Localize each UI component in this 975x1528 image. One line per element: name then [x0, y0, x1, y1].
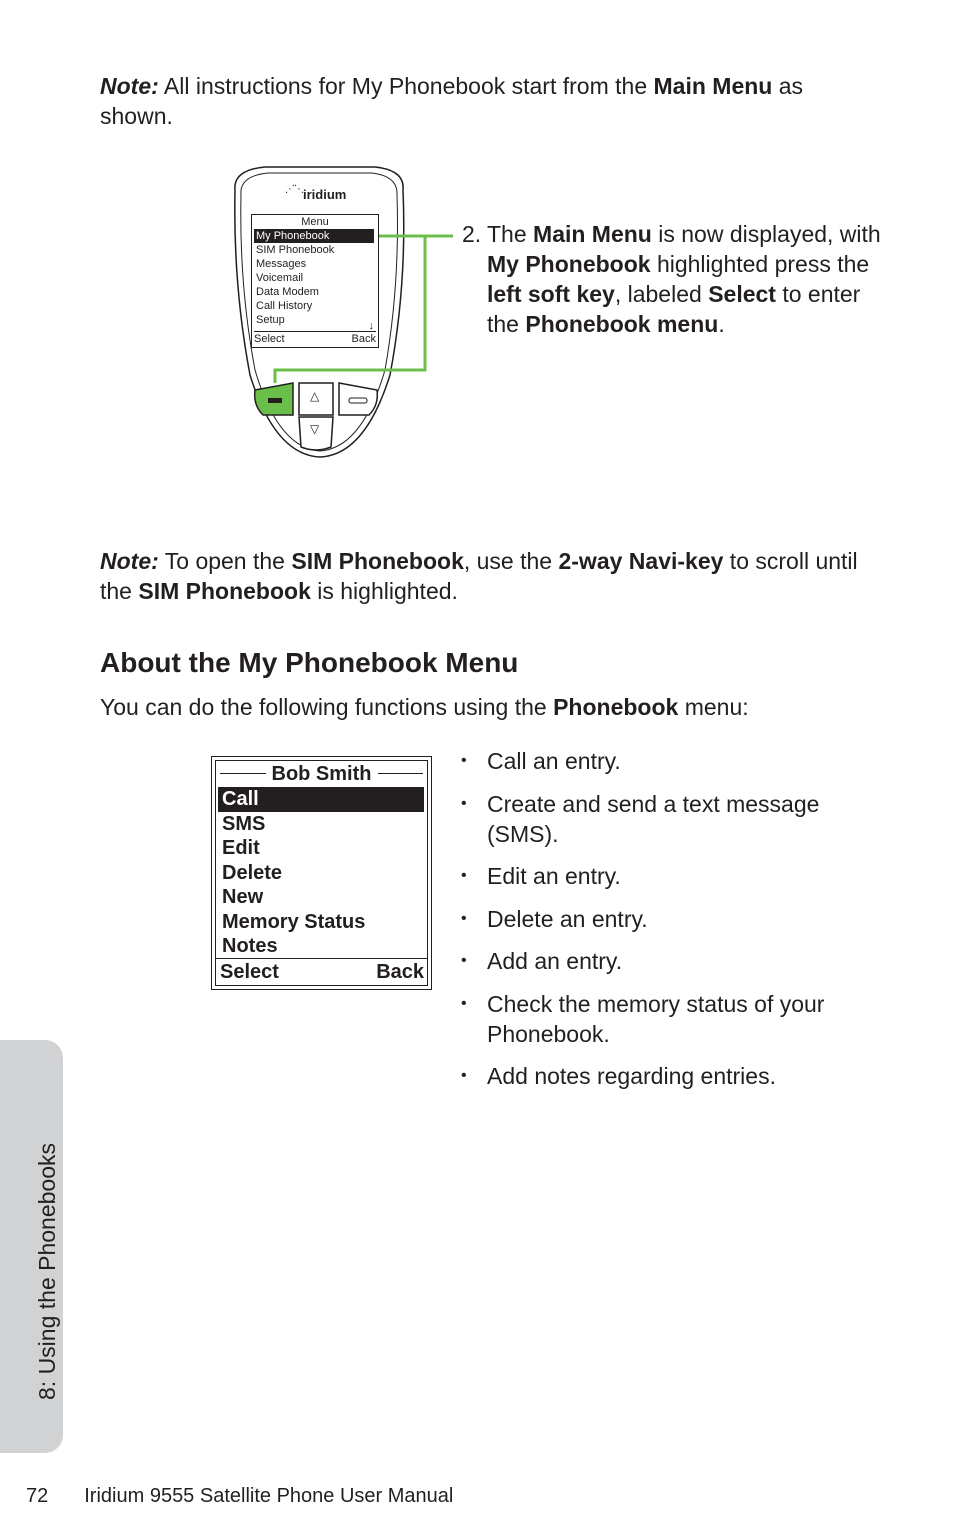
section-intro: You can do the following functions using the Phonebook menu:: [100, 694, 749, 720]
note-text: All instructions for My Phonebook start from the: [158, 73, 654, 99]
screen-softkey-bar: [254, 331, 376, 346]
phone-brand: iridium: [303, 187, 347, 202]
list-item: • Add notes regarding entries.: [461, 1063, 776, 1089]
function-list: [461, 746, 881, 1104]
menu-item-delete: Delete: [222, 861, 283, 884]
screen-title: Menu: [301, 216, 329, 228]
nav-down-icon: ▽: [310, 422, 320, 436]
phonebook-menu-screen: [211, 756, 432, 990]
list-item: • Delete an entry.: [461, 905, 648, 932]
note-main-menu: [100, 71, 860, 131]
note-text: as shown.: [100, 73, 804, 129]
section-heading: About the My Phonebook Menu: [100, 647, 519, 678]
menu-back-label: Back: [376, 961, 424, 983]
screen-back-label: Back: [351, 333, 376, 345]
list-item: • Create and send a text message (SMS).: [461, 790, 820, 847]
menu-item-new: New: [222, 886, 264, 908]
satellite-icon: ⋰⋱: [285, 184, 303, 195]
screen-menu-item: Setup: [256, 314, 285, 326]
phone-illustration: [225, 165, 455, 465]
note-bold: Main Menu: [653, 73, 773, 99]
chapter-tab-label: 8: Using the Phonebooks: [34, 1142, 60, 1400]
note-label: Note:: [100, 73, 159, 99]
step-body: The Main Menu is now displayed, with My Phonebook highlighted press the left soft key, labeled Select to enter the Phonebook menu.: [487, 221, 881, 337]
menu-item-edit: Edit: [222, 837, 260, 859]
page-number: 72: [26, 1485, 49, 1507]
menu-item-sms: SMS: [222, 812, 266, 835]
list-item: • Call an entry.: [461, 748, 621, 774]
step-2-text: [462, 219, 882, 339]
note-label: Note:: [100, 548, 159, 574]
manual-title: Iridium 9555 Satellite Phone User Manual: [84, 1485, 454, 1507]
nav-up-icon: △: [310, 389, 320, 403]
list-item: • Add an entry.: [461, 948, 623, 974]
menu-title-row: [216, 761, 427, 787]
note-sim-phonebook: Note: To open the SIM Phonebook, use the 2-way Navi-key to scroll until the SIM Phonebook is highlighted.: [100, 548, 858, 604]
scroll-down-icon: ↓: [368, 320, 374, 332]
screen-select-label: Select: [254, 333, 285, 345]
page-footer: [26, 1482, 453, 1510]
step-number: 2.: [462, 221, 482, 247]
screen-menu-item: SIM Phonebook: [256, 244, 335, 256]
screen-menu-item: Data Modem: [256, 286, 319, 298]
menu-item-notes: Notes: [222, 935, 278, 957]
screen-menu-item: Messages: [256, 258, 307, 270]
screen-menu-item: Call History: [256, 300, 313, 312]
screen-menu-item: Voicemail: [256, 272, 304, 284]
menu-title: Bob Smith: [266, 763, 378, 785]
phone-screen: [251, 214, 379, 348]
menu-item-call: Call: [218, 787, 424, 812]
screen-menu-item: My Phonebook: [254, 229, 374, 243]
menu-item-memory-status: Memory Status: [222, 910, 366, 933]
list-item: • Check the memory status of your Phonebook.: [461, 990, 825, 1047]
menu-softkey-bar: [216, 958, 427, 985]
list-item: • Edit an entry.: [461, 863, 621, 889]
menu-select-label: Select: [220, 961, 279, 983]
